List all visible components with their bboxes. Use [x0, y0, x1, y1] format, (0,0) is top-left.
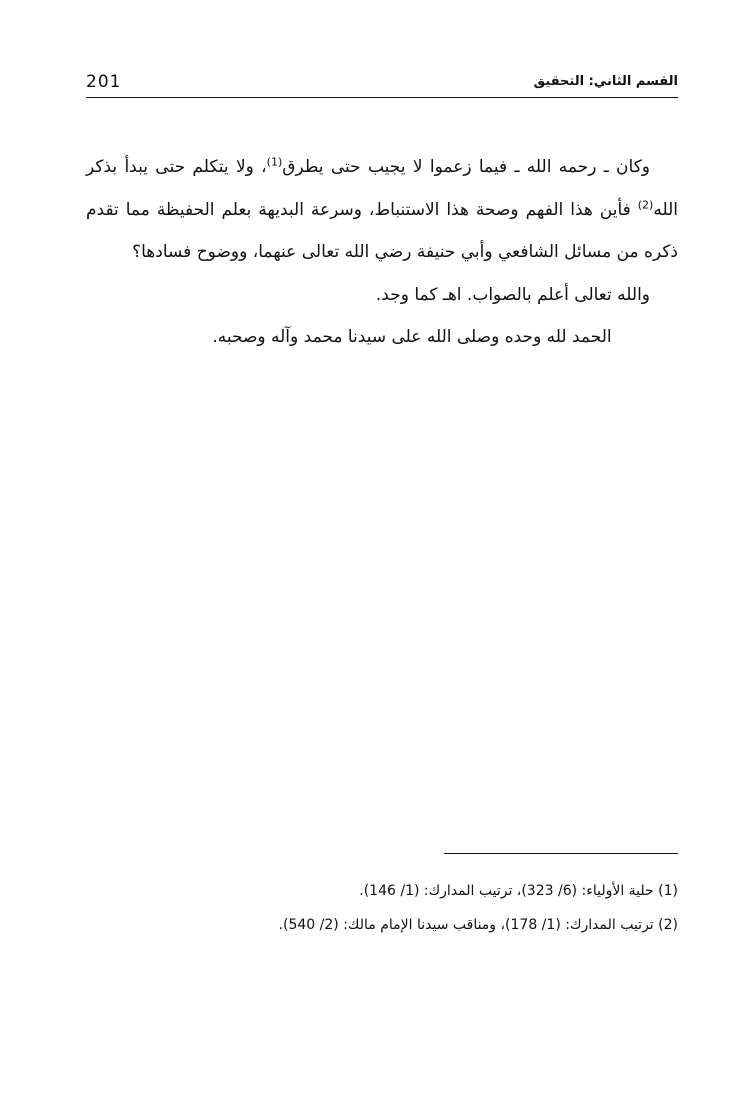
page-number: 201: [86, 72, 122, 92]
paragraph-1-part-1: وكان ـ رحمه الله ـ فيما زعموا لا يجيب حتى يطرق: [282, 157, 651, 177]
footnotes: [86, 874, 678, 942]
header-rule: [86, 97, 678, 98]
paragraph-2: والله تعالى أعلم بالصواب. اهـ كما وجد.: [375, 284, 650, 305]
page-header: [86, 72, 678, 96]
paragraph-1-part-2: ، ولا يتكلم حتى يبدأ بذكر الله: [86, 157, 678, 220]
footnote-1: (1) حلية الأولياء: (6/ 323)، ترتيب المدارك: (1/ 146).: [359, 883, 678, 899]
footnote-2: (2) ترتيب المدارك: (1/ 178)، ومناقب سيدنا الإمام مالك: (2/ 540).: [278, 917, 678, 933]
closing-line: الحمد لله وحده وصلى الله على سيدنا محمد وآله وصحبه.: [212, 327, 612, 347]
footnote-reference-1[interactable]: (1): [266, 155, 283, 169]
main-text: [86, 146, 678, 316]
running-head: القسم الثاني: التحقيق: [533, 74, 678, 89]
footnote-separator: [444, 853, 678, 854]
footnote-reference-2[interactable]: (2): [637, 197, 654, 211]
paragraph-1-part-3: فأين هذا الفهم وصحة هذا الاستنباط، وسرعة البديهة بعلم الحفيظة مما تقدم ذكره من مسائل الشافعي وأبي حنيفة رضي الله تعالى عنهما، ووضوح فسادها؟: [86, 199, 678, 262]
paragraph-1: [86, 146, 678, 274]
